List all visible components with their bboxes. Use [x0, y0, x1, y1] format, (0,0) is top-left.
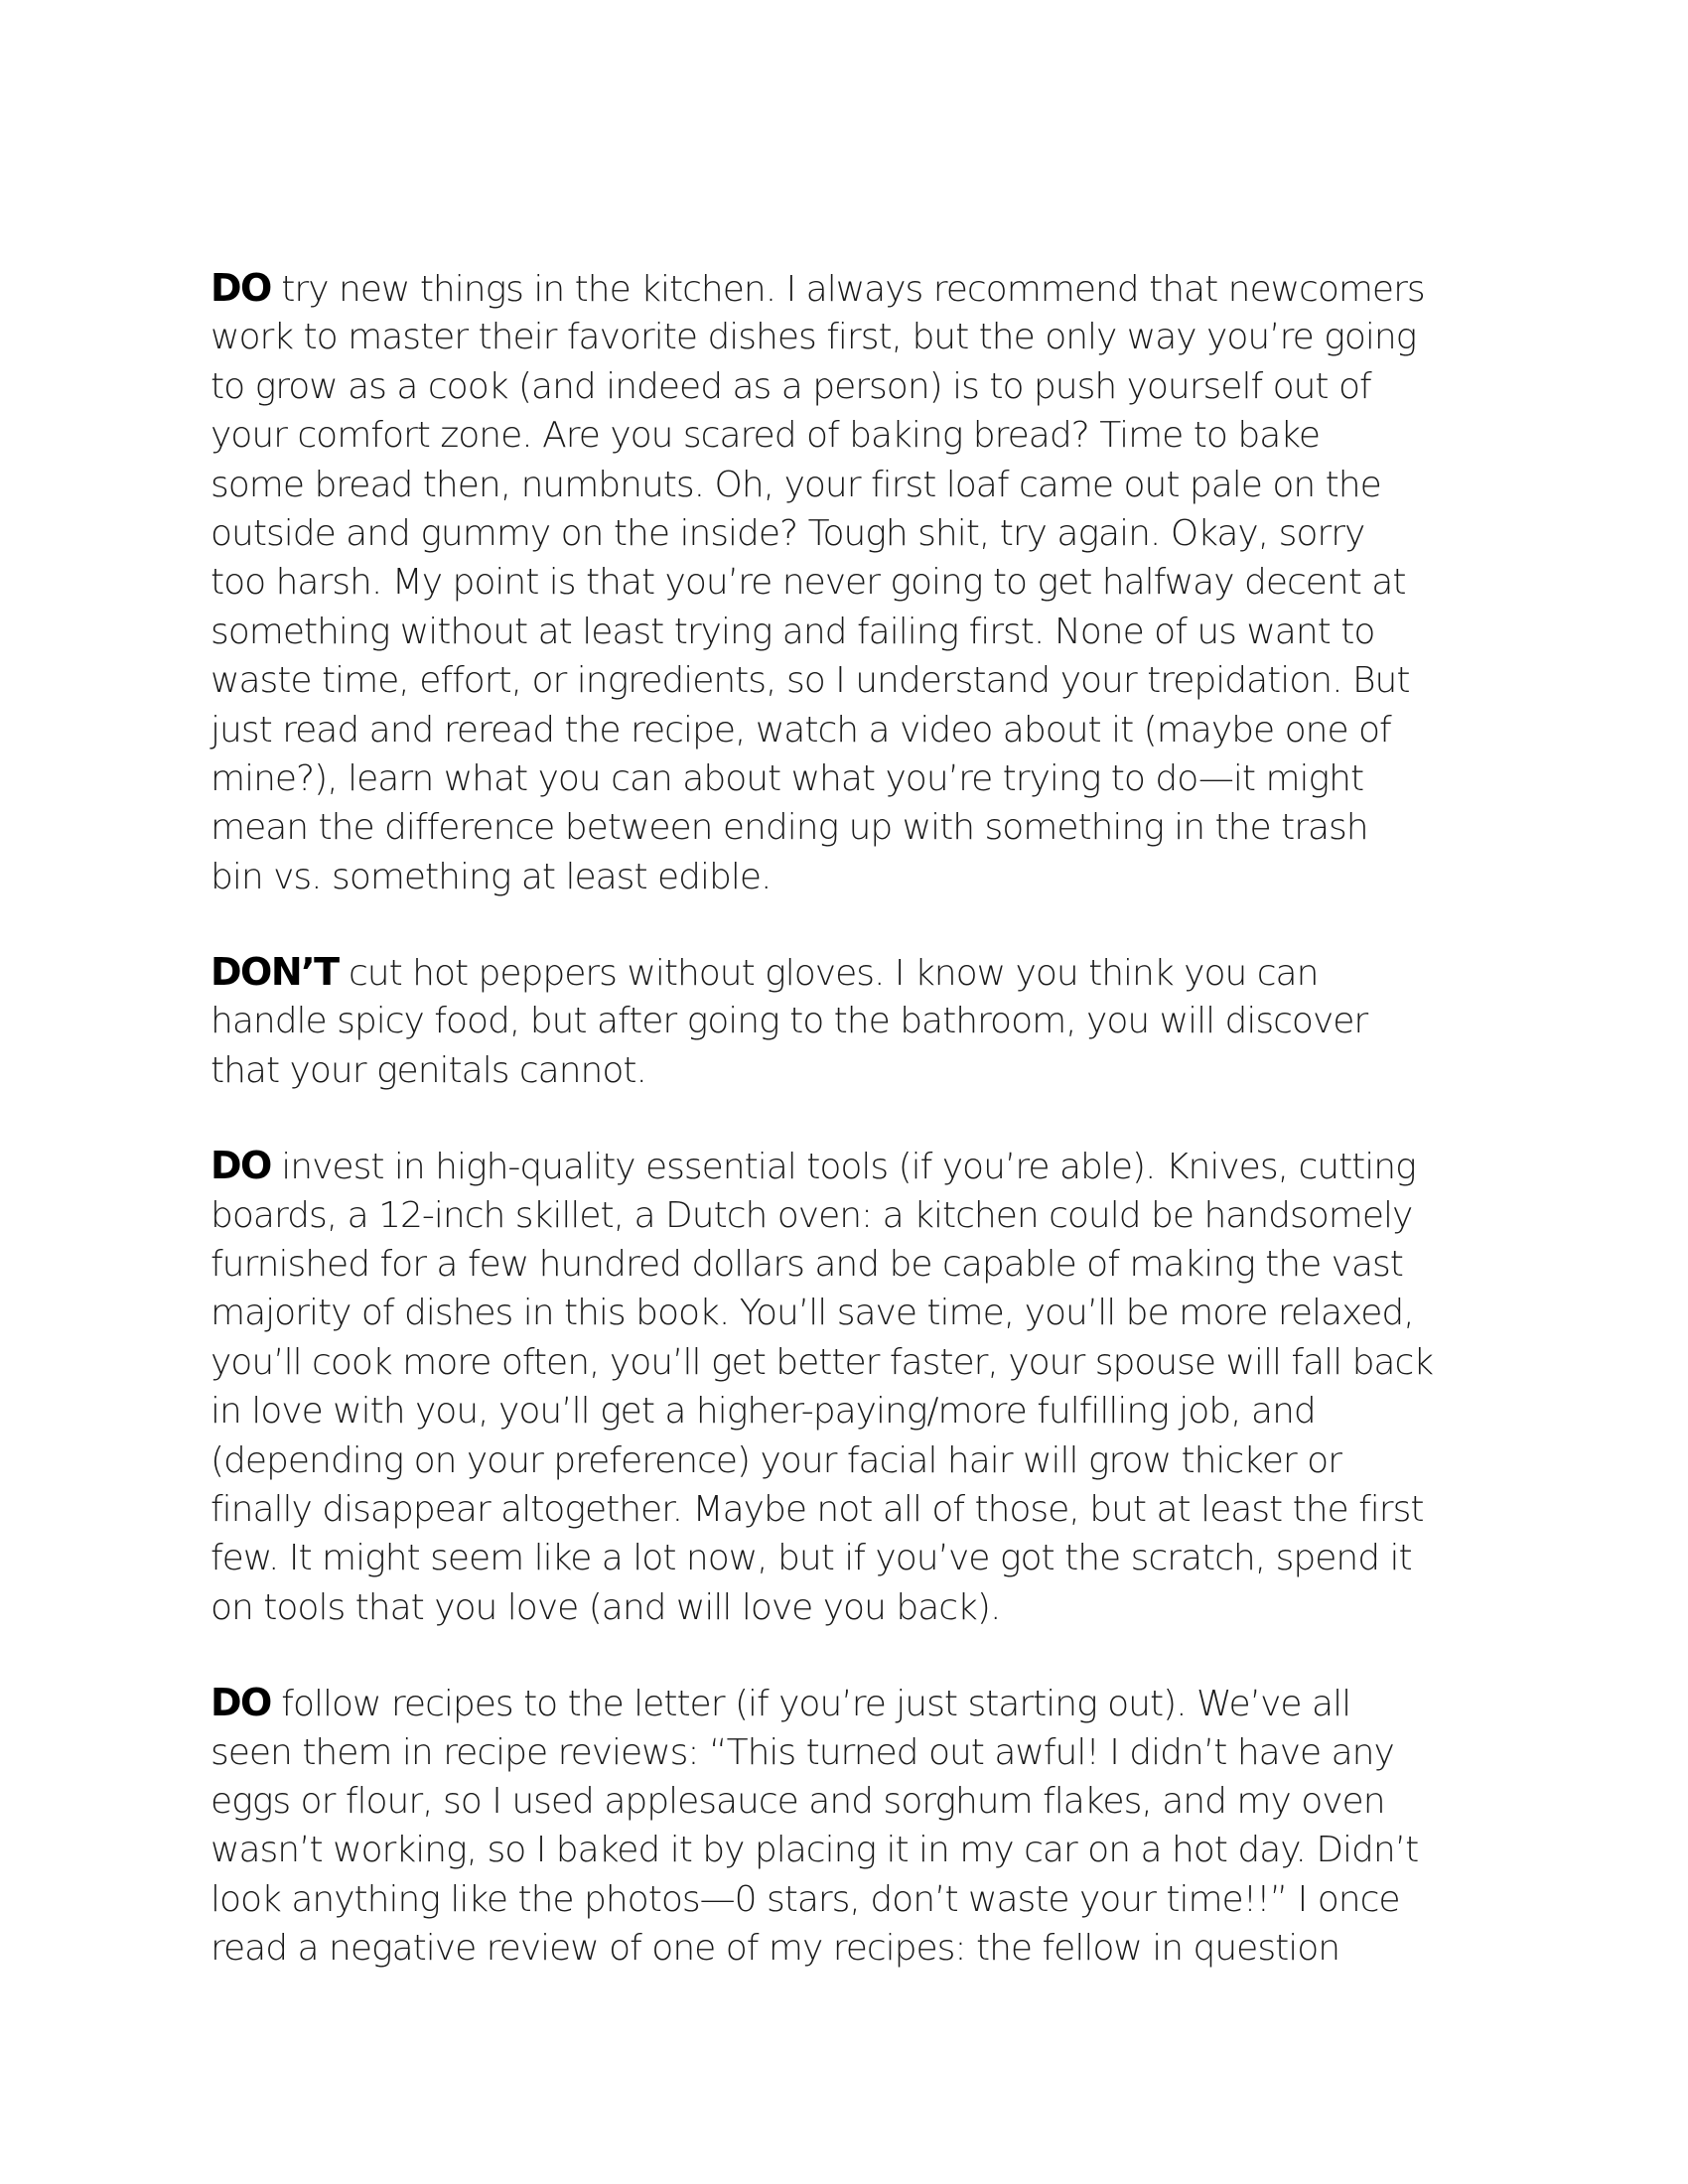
- text-line: outside and gummy on the inside? Tough shit, try again. Okay, sorry: [211, 512, 1365, 554]
- text-line: wasn’t working, so I baked it by placing it in my car on a hot day. Didn’t: [211, 1830, 1419, 1871]
- text-line: [211, 264, 1491, 313]
- text-line: in love with you, you’ll get a higher-paying/more fulfilling job, and: [211, 1391, 1316, 1433]
- paragraph-do-follow-recipes: [211, 1679, 1491, 1973]
- text-line: waste time, effort, or ingredients, so I understand your trepidation. But: [211, 660, 1410, 702]
- text-line: seen them in recipe reviews: “This turned out awful! I didn’t have any: [211, 1731, 1394, 1773]
- text-line: boards, a 12-inch skillet, a Dutch oven: a kitchen could be handsomely: [211, 1194, 1413, 1236]
- text-run: cut hot peppers without gloves. I know you think you can: [338, 953, 1319, 995]
- text-line: majority of dishes in this book. You’ll save time, you’ll be more relaxed,: [211, 1293, 1414, 1334]
- text-line: few. It might seem like a lot now, but if you’ve got the scratch, spend it: [211, 1538, 1412, 1579]
- paragraph-dont-cut-peppers: [211, 948, 1491, 1095]
- text-run: try new things in the kitchen. I always recommend that newcomers: [270, 269, 1425, 310]
- text-line: [211, 1679, 1491, 1727]
- text-line: that your genitals cannot.: [211, 1049, 646, 1091]
- text-line: furnished for a few hundred dollars and be capable of making the vast: [211, 1244, 1403, 1286]
- text-line: bin vs. something at least edible.: [211, 856, 772, 897]
- text-line: mine?), learn what you can about what you’re trying to do—it might: [211, 757, 1364, 799]
- text-line: [211, 1142, 1491, 1190]
- text-line: finally disappear altogether. Maybe not all of those, but at least the first: [211, 1488, 1424, 1530]
- text-line: [211, 948, 1491, 997]
- paragraph-do-try-new-things: [211, 264, 1491, 901]
- dont-keyword: DON’T: [211, 950, 339, 995]
- text-line: your comfort zone. Are you scared of baking bread? Time to bake: [211, 415, 1320, 457]
- text-line: too harsh. My point is that you’re never going to get halfway decent at: [211, 562, 1406, 604]
- text-line: (depending on your preference) your facial hair will grow thicker or: [211, 1439, 1341, 1481]
- do-keyword: DO: [211, 1144, 271, 1188]
- text-line: eggs or flour, so I used applesauce and sorghum flakes, and my oven: [211, 1780, 1385, 1822]
- text-run: invest in high-quality essential tools (if you’re able). Knives, cutting: [270, 1147, 1416, 1188]
- text-line: something without at least trying and failing first. None of us want to: [211, 611, 1375, 652]
- text-line: on tools that you love (and will love you back).: [211, 1586, 1001, 1628]
- paragraph-do-invest-tools: [211, 1142, 1491, 1632]
- do-keyword: DO: [211, 266, 271, 310]
- text-line: handle spicy food, but after going to the bathroom, you will discover: [211, 1001, 1368, 1042]
- text-column: [211, 264, 1491, 2020]
- text-line: read a negative review of one of my recipes: the fellow in question: [211, 1928, 1340, 1970]
- text-line: mean the difference between ending up with something in the trash: [211, 807, 1368, 849]
- text-line: you’ll cook more often, you’ll get better faster, your spouse will fall back: [211, 1341, 1434, 1383]
- text-run: follow recipes to the letter (if you’re just starting out). We’ve all: [270, 1684, 1351, 1725]
- text-line: look anything like the photos—0 stars, don’t waste your time!!” I once: [211, 1878, 1400, 1920]
- text-line: just read and reread the recipe, watch a video about it (maybe one of: [211, 709, 1391, 751]
- do-keyword: DO: [211, 1681, 271, 1725]
- text-line: work to master their favorite dishes first, but the only way you’re going: [211, 317, 1417, 358]
- text-line: some bread then, numbnuts. Oh, your first loaf came out pale on the: [211, 464, 1381, 505]
- text-line: to grow as a cook (and indeed as a person) is to push yourself out of: [211, 365, 1371, 407]
